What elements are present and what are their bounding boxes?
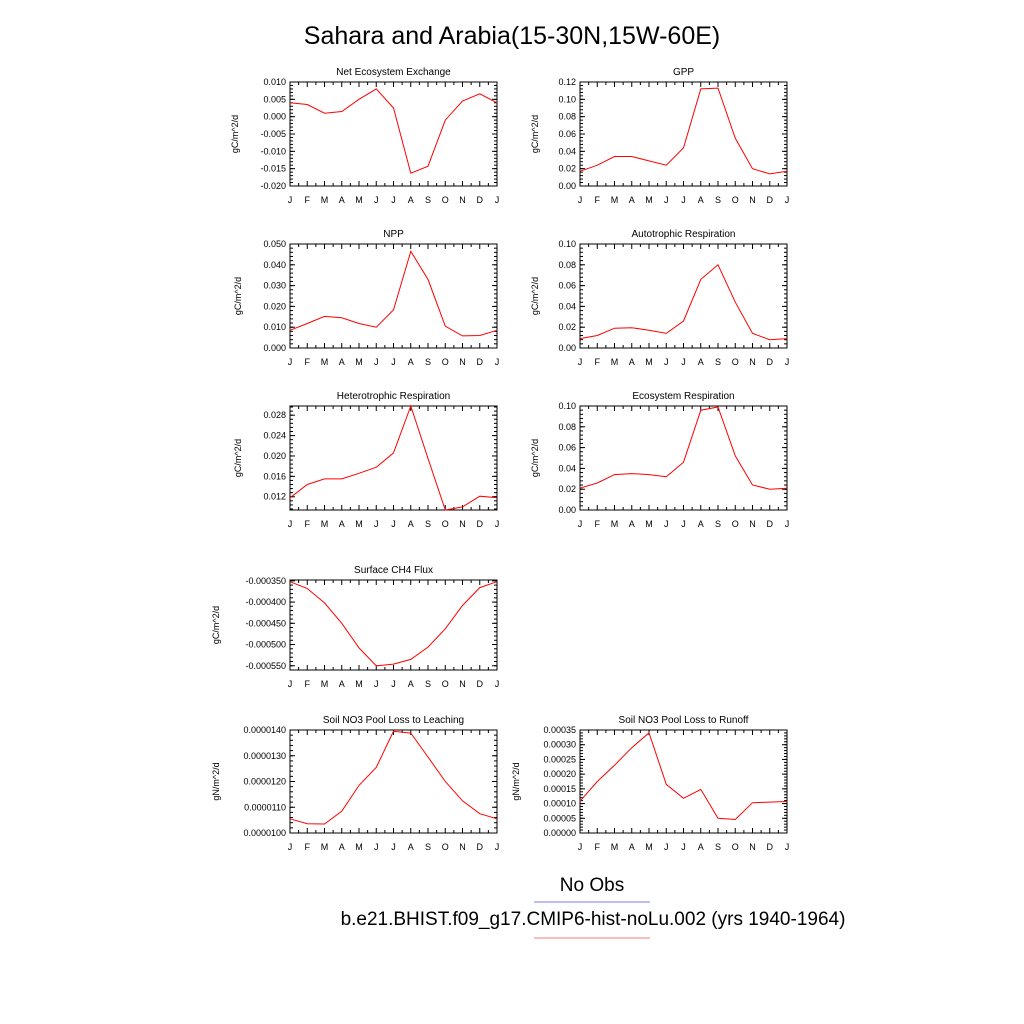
y-tick-label: -0.005 bbox=[260, 129, 286, 139]
y-tick-label: 0.02 bbox=[558, 322, 576, 333]
y-tick-label: 0.020 bbox=[263, 450, 286, 461]
x-tick-label: M bbox=[320, 842, 329, 852]
x-tick-label: M bbox=[320, 679, 329, 689]
y-tick-label: 0.024 bbox=[263, 430, 286, 441]
series-line bbox=[580, 88, 787, 174]
y-tick-label: 0.08 bbox=[558, 259, 576, 270]
x-tick-label: M bbox=[610, 357, 619, 367]
x-tick-label: D bbox=[476, 842, 483, 852]
x-tick-label: A bbox=[697, 357, 704, 367]
panel-title: Autotrophic Respiration bbox=[631, 229, 736, 240]
panel-title: Ecosystem Respiration bbox=[632, 391, 735, 402]
x-tick-label: D bbox=[476, 195, 483, 205]
x-tick-label: J bbox=[287, 195, 293, 205]
x-tick-label: J bbox=[784, 519, 790, 529]
panel-title: GPP bbox=[672, 67, 695, 78]
y-tick-label: 0.00025 bbox=[543, 754, 576, 765]
x-tick-label: J bbox=[374, 195, 379, 205]
y-tick-label: 0.12 bbox=[558, 77, 576, 87]
x-tick-label: M bbox=[610, 842, 619, 852]
x-tick-label: J bbox=[374, 357, 379, 367]
x-tick-label: M bbox=[355, 679, 363, 689]
panel-8 bbox=[211, 715, 499, 852]
panels bbox=[211, 67, 789, 852]
x-tick-label: J bbox=[577, 519, 583, 529]
x-tick-label: N bbox=[459, 519, 466, 529]
x-tick-label: F bbox=[304, 195, 310, 205]
x-tick-label: S bbox=[424, 195, 432, 205]
x-tick-label: M bbox=[610, 195, 619, 205]
x-tick-label: O bbox=[731, 842, 739, 852]
y-tick-label: 0.02 bbox=[558, 163, 576, 174]
y-tick-label: 0.00020 bbox=[543, 769, 576, 780]
y-tick-label: -0.020 bbox=[260, 181, 286, 191]
panel-5 bbox=[233, 391, 499, 529]
x-tick-label: M bbox=[320, 357, 329, 367]
x-tick-label: J bbox=[391, 357, 396, 367]
x-tick-label: N bbox=[459, 842, 466, 852]
y-tick-label: 0.0000120 bbox=[243, 776, 286, 787]
x-tick-label: M bbox=[355, 357, 363, 367]
y-tick-label: 0.10 bbox=[558, 401, 576, 411]
y-tick-label: 0.06 bbox=[558, 442, 576, 453]
x-tick-label: A bbox=[407, 679, 414, 689]
x-tick-label: J bbox=[577, 357, 583, 367]
x-tick-label: A bbox=[407, 357, 414, 367]
x-tick-label: N bbox=[459, 679, 466, 689]
x-tick-label: D bbox=[476, 519, 483, 529]
x-tick-label: S bbox=[424, 519, 432, 529]
x-tick-label: J bbox=[391, 679, 396, 689]
plot-frame bbox=[290, 406, 497, 510]
y-tick-label: 0.10 bbox=[558, 239, 576, 249]
y-tick-label: -0.010 bbox=[260, 146, 286, 157]
plot-frame bbox=[580, 406, 787, 510]
x-tick-label: A bbox=[628, 519, 635, 529]
x-tick-label: J bbox=[784, 842, 790, 852]
x-tick-label: A bbox=[338, 842, 345, 852]
y-tick-label: 0.028 bbox=[263, 410, 286, 421]
plot-frame bbox=[290, 580, 497, 670]
x-tick-label: S bbox=[714, 842, 722, 852]
panel-6 bbox=[530, 391, 789, 529]
y-tick-label: -0.000350 bbox=[245, 575, 286, 586]
x-tick-label: D bbox=[766, 195, 773, 205]
plot-frame bbox=[290, 730, 497, 833]
x-tick-label: J bbox=[681, 195, 686, 205]
x-tick-label: F bbox=[594, 195, 600, 205]
x-tick-label: J bbox=[664, 842, 669, 852]
x-tick-label: O bbox=[731, 357, 739, 367]
y-tick-label: 0.010 bbox=[263, 77, 286, 87]
x-tick-label: M bbox=[645, 842, 653, 852]
x-tick-label: O bbox=[731, 519, 739, 529]
y-tick-label: 0.0000100 bbox=[243, 828, 286, 838]
x-tick-label: O bbox=[441, 842, 449, 852]
x-tick-label: J bbox=[681, 519, 686, 529]
plot-frame bbox=[580, 244, 787, 348]
x-tick-label: N bbox=[459, 357, 466, 367]
x-tick-label: M bbox=[645, 519, 653, 529]
panel-9 bbox=[511, 715, 789, 852]
y-tick-label: 0.050 bbox=[263, 239, 286, 249]
x-tick-label: O bbox=[441, 195, 449, 205]
x-tick-label: A bbox=[697, 519, 704, 529]
y-tick-label: 0.020 bbox=[263, 301, 286, 312]
x-tick-label: J bbox=[494, 519, 500, 529]
x-tick-label: J bbox=[681, 357, 686, 367]
x-tick-label: O bbox=[441, 357, 449, 367]
y-tick-label: 0.00010 bbox=[543, 798, 576, 809]
y-tick-label: 0.00030 bbox=[543, 739, 576, 750]
x-tick-label: M bbox=[320, 519, 329, 529]
y-tick-label: 0.08 bbox=[558, 111, 576, 122]
x-tick-label: S bbox=[424, 679, 432, 689]
series-line bbox=[290, 731, 497, 824]
x-tick-label: J bbox=[664, 519, 669, 529]
y-axis-label: gC/m^2/d bbox=[211, 605, 221, 645]
y-tick-label: 0.02 bbox=[558, 484, 576, 495]
series-line bbox=[290, 582, 497, 666]
y-tick-label: 0.00005 bbox=[543, 813, 576, 824]
x-tick-label: F bbox=[594, 357, 600, 367]
panel-3 bbox=[233, 229, 499, 367]
x-tick-label: N bbox=[459, 195, 466, 205]
x-tick-label: A bbox=[407, 195, 414, 205]
y-tick-label: 0.08 bbox=[558, 421, 576, 432]
x-tick-label: J bbox=[287, 519, 293, 529]
x-tick-label: M bbox=[610, 519, 619, 529]
x-tick-label: O bbox=[731, 195, 739, 205]
y-tick-label: 0.00035 bbox=[543, 725, 576, 735]
x-tick-label: S bbox=[424, 357, 432, 367]
x-tick-label: J bbox=[494, 195, 500, 205]
x-tick-label: A bbox=[697, 195, 704, 205]
panel-title: Soil NO3 Pool Loss to Leaching bbox=[322, 715, 465, 726]
y-tick-label: 0.10 bbox=[558, 94, 576, 105]
x-tick-label: J bbox=[577, 195, 583, 205]
plot-frame bbox=[580, 730, 787, 833]
series-line bbox=[290, 251, 497, 336]
x-tick-label: N bbox=[749, 519, 756, 529]
x-tick-label: S bbox=[424, 842, 432, 852]
y-axis-label: gN/m^2/d bbox=[211, 762, 221, 801]
x-tick-label: A bbox=[628, 842, 635, 852]
y-tick-label: 0.00 bbox=[558, 505, 576, 515]
y-tick-label: 0.016 bbox=[263, 471, 286, 482]
x-tick-label: A bbox=[338, 519, 345, 529]
y-axis-label: gC/m^2/d bbox=[530, 438, 540, 478]
x-tick-label: O bbox=[441, 679, 449, 689]
y-tick-label: 0.010 bbox=[263, 322, 286, 333]
x-tick-label: J bbox=[664, 195, 669, 205]
panel-title: Heterotrophic Respiration bbox=[336, 391, 451, 402]
x-tick-label: F bbox=[594, 519, 600, 529]
panel-title: Soil NO3 Pool Loss to Runoff bbox=[618, 715, 749, 726]
y-axis-label: gC/m^2/d bbox=[233, 438, 243, 478]
x-tick-label: D bbox=[476, 679, 483, 689]
panel-7 bbox=[211, 565, 499, 689]
y-tick-label: 0.012 bbox=[263, 491, 286, 502]
x-tick-label: J bbox=[681, 842, 686, 852]
y-axis-label: gC/m^2/d bbox=[233, 276, 243, 316]
x-tick-label: J bbox=[494, 842, 500, 852]
y-tick-label: 0.04 bbox=[558, 301, 576, 312]
plot-frame bbox=[290, 82, 497, 186]
y-tick-label: 0.00015 bbox=[543, 783, 576, 794]
y-tick-label: 0.040 bbox=[263, 259, 286, 270]
x-tick-label: S bbox=[714, 195, 722, 205]
x-tick-label: J bbox=[287, 357, 293, 367]
series-line bbox=[580, 407, 787, 489]
x-tick-label: D bbox=[766, 519, 773, 529]
y-tick-label: 0.0000140 bbox=[243, 725, 286, 735]
x-tick-label: J bbox=[784, 195, 790, 205]
x-tick-label: M bbox=[355, 195, 363, 205]
figure-title: Sahara and Arabia(15-30N,15W-60E) bbox=[303, 22, 721, 50]
x-tick-label: S bbox=[714, 519, 722, 529]
x-tick-label: F bbox=[304, 519, 310, 529]
x-tick-label: A bbox=[407, 842, 414, 852]
y-tick-label: 0.06 bbox=[558, 280, 576, 291]
panel-title: Surface CH4 Flux bbox=[354, 565, 433, 576]
panel-1 bbox=[230, 67, 499, 205]
panel-title: NPP bbox=[383, 229, 404, 240]
x-tick-label: M bbox=[645, 195, 653, 205]
x-tick-label: J bbox=[784, 357, 790, 367]
y-tick-label: 0.0000130 bbox=[243, 750, 286, 761]
x-tick-label: D bbox=[476, 357, 483, 367]
x-tick-label: D bbox=[766, 842, 773, 852]
x-tick-label: A bbox=[338, 195, 345, 205]
x-tick-label: O bbox=[441, 519, 449, 529]
series-line bbox=[290, 406, 497, 510]
y-axis-label: gN/m^2/d bbox=[511, 762, 521, 801]
x-tick-label: J bbox=[287, 679, 293, 689]
x-tick-label: N bbox=[749, 842, 756, 852]
y-tick-label: -0.000550 bbox=[245, 660, 286, 671]
y-tick-label: 0.030 bbox=[263, 280, 286, 291]
y-tick-label: 0.06 bbox=[558, 129, 576, 139]
x-tick-label: A bbox=[407, 519, 414, 529]
x-tick-label: F bbox=[304, 357, 310, 367]
plot-frame bbox=[290, 244, 497, 348]
plot-frame bbox=[580, 82, 787, 186]
x-tick-label: J bbox=[391, 842, 396, 852]
x-tick-label: M bbox=[355, 842, 363, 852]
series-line bbox=[290, 89, 497, 173]
y-tick-label: 0.04 bbox=[558, 463, 576, 474]
x-tick-label: M bbox=[645, 357, 653, 367]
y-tick-label: 0.00 bbox=[558, 343, 576, 353]
x-tick-label: F bbox=[304, 679, 310, 689]
y-axis-label: gC/m^2/d bbox=[530, 276, 540, 316]
x-tick-label: J bbox=[664, 357, 669, 367]
y-tick-label: -0.015 bbox=[260, 163, 286, 174]
x-tick-label: A bbox=[628, 357, 635, 367]
legend-label-obs: No Obs bbox=[559, 875, 625, 896]
y-tick-label: -0.000450 bbox=[245, 618, 286, 629]
y-tick-label: 0.00 bbox=[558, 181, 576, 191]
x-tick-label: J bbox=[391, 195, 396, 205]
x-tick-label: S bbox=[714, 357, 722, 367]
x-tick-label: M bbox=[355, 519, 363, 529]
x-tick-label: J bbox=[577, 842, 583, 852]
y-tick-label: 0.04 bbox=[558, 146, 576, 157]
x-tick-label: J bbox=[494, 679, 500, 689]
x-tick-label: F bbox=[594, 842, 600, 852]
series-line bbox=[580, 733, 787, 820]
legend bbox=[341, 875, 846, 938]
y-tick-label: 0.000 bbox=[263, 111, 286, 122]
x-tick-label: J bbox=[494, 357, 500, 367]
series-line bbox=[580, 265, 787, 340]
panel-4 bbox=[530, 229, 789, 367]
x-tick-label: J bbox=[287, 842, 293, 852]
y-tick-label: 0.000 bbox=[263, 343, 286, 353]
y-axis-label: gC/m^2/d bbox=[530, 114, 540, 154]
y-tick-label: 0.005 bbox=[263, 94, 286, 105]
x-tick-label: N bbox=[749, 357, 756, 367]
panel-title: Net Ecosystem Exchange bbox=[336, 67, 451, 78]
x-tick-label: A bbox=[628, 195, 635, 205]
y-tick-label: 0.0000110 bbox=[244, 802, 286, 813]
x-tick-label: N bbox=[749, 195, 756, 205]
x-tick-label: J bbox=[374, 679, 379, 689]
x-tick-label: A bbox=[697, 842, 704, 852]
y-tick-label: 0.00000 bbox=[543, 828, 576, 838]
x-tick-label: A bbox=[338, 679, 345, 689]
x-tick-label: J bbox=[374, 519, 379, 529]
y-axis-label: gC/m^2/d bbox=[230, 114, 240, 154]
x-tick-label: D bbox=[766, 357, 773, 367]
x-tick-label: J bbox=[391, 519, 396, 529]
legend-label-model: b.e21.BHIST.f09_g17.CMIP6-hist-noLu.002 (yrs 1940-1964) bbox=[340, 909, 846, 930]
x-tick-label: J bbox=[374, 842, 379, 852]
panel-2 bbox=[530, 67, 789, 205]
y-tick-label: -0.000400 bbox=[245, 597, 286, 608]
y-tick-label: -0.000500 bbox=[245, 639, 286, 650]
x-tick-label: A bbox=[338, 357, 345, 367]
x-tick-label: M bbox=[320, 195, 329, 205]
x-tick-label: F bbox=[304, 842, 310, 852]
